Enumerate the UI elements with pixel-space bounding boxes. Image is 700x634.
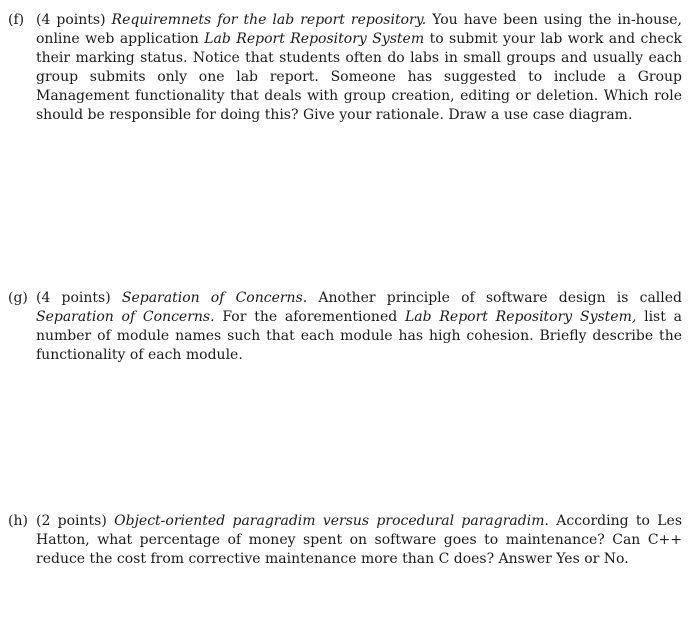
system-name: Lab Report Repository System bbox=[204, 31, 425, 47]
question-text bbox=[36, 512, 682, 569]
question-points: (2 points) bbox=[36, 513, 107, 529]
question-text-part: According to Les Hatton, what percentage of money spent on software goes to maintenance? Can C++ reduce the cost from corrective maintenance more than C does? Answer Yes or No. bbox=[36, 513, 683, 567]
question-text-part: For the aforementioned bbox=[222, 309, 398, 325]
question-points: (4 points) bbox=[36, 12, 106, 28]
question-text bbox=[36, 11, 682, 125]
question-text-part: You have been using the in-house, online web application bbox=[36, 12, 683, 47]
question-f bbox=[8, 11, 682, 125]
question-h bbox=[8, 512, 682, 569]
question-points: (4 points) bbox=[36, 290, 111, 306]
question-title: Requiremnets for the lab report repository. bbox=[111, 12, 427, 28]
question-label: (g) bbox=[8, 290, 28, 306]
question-title: Separation of Concerns. bbox=[121, 290, 308, 306]
question-title: Object-oriented paragradim versus procedural paragradim. bbox=[114, 513, 549, 529]
concept-name: Separation of Concerns. bbox=[36, 309, 215, 325]
question-text bbox=[36, 289, 682, 365]
system-name: Lab Report Repository System, bbox=[404, 309, 637, 325]
question-label: (h) bbox=[8, 513, 28, 529]
question-text-part: list a number of module names such that each module has high cohesion. Briefly describe the functionality of each module. bbox=[36, 309, 682, 363]
question-g bbox=[8, 289, 682, 365]
question-text-part: Another principle of software design is called bbox=[318, 290, 683, 306]
question-label: (f) bbox=[8, 12, 25, 28]
question-text-part: to submit your lab work and check their marking status. Notice that students often do labs in small groups and usually each group submits only one lab report. Someone has suggested to include a Group Management functionality that deals with group creation, editing or deletion. Which role should be responsible for doing this? Give your rationale. Draw a use case diagram. bbox=[36, 31, 683, 123]
